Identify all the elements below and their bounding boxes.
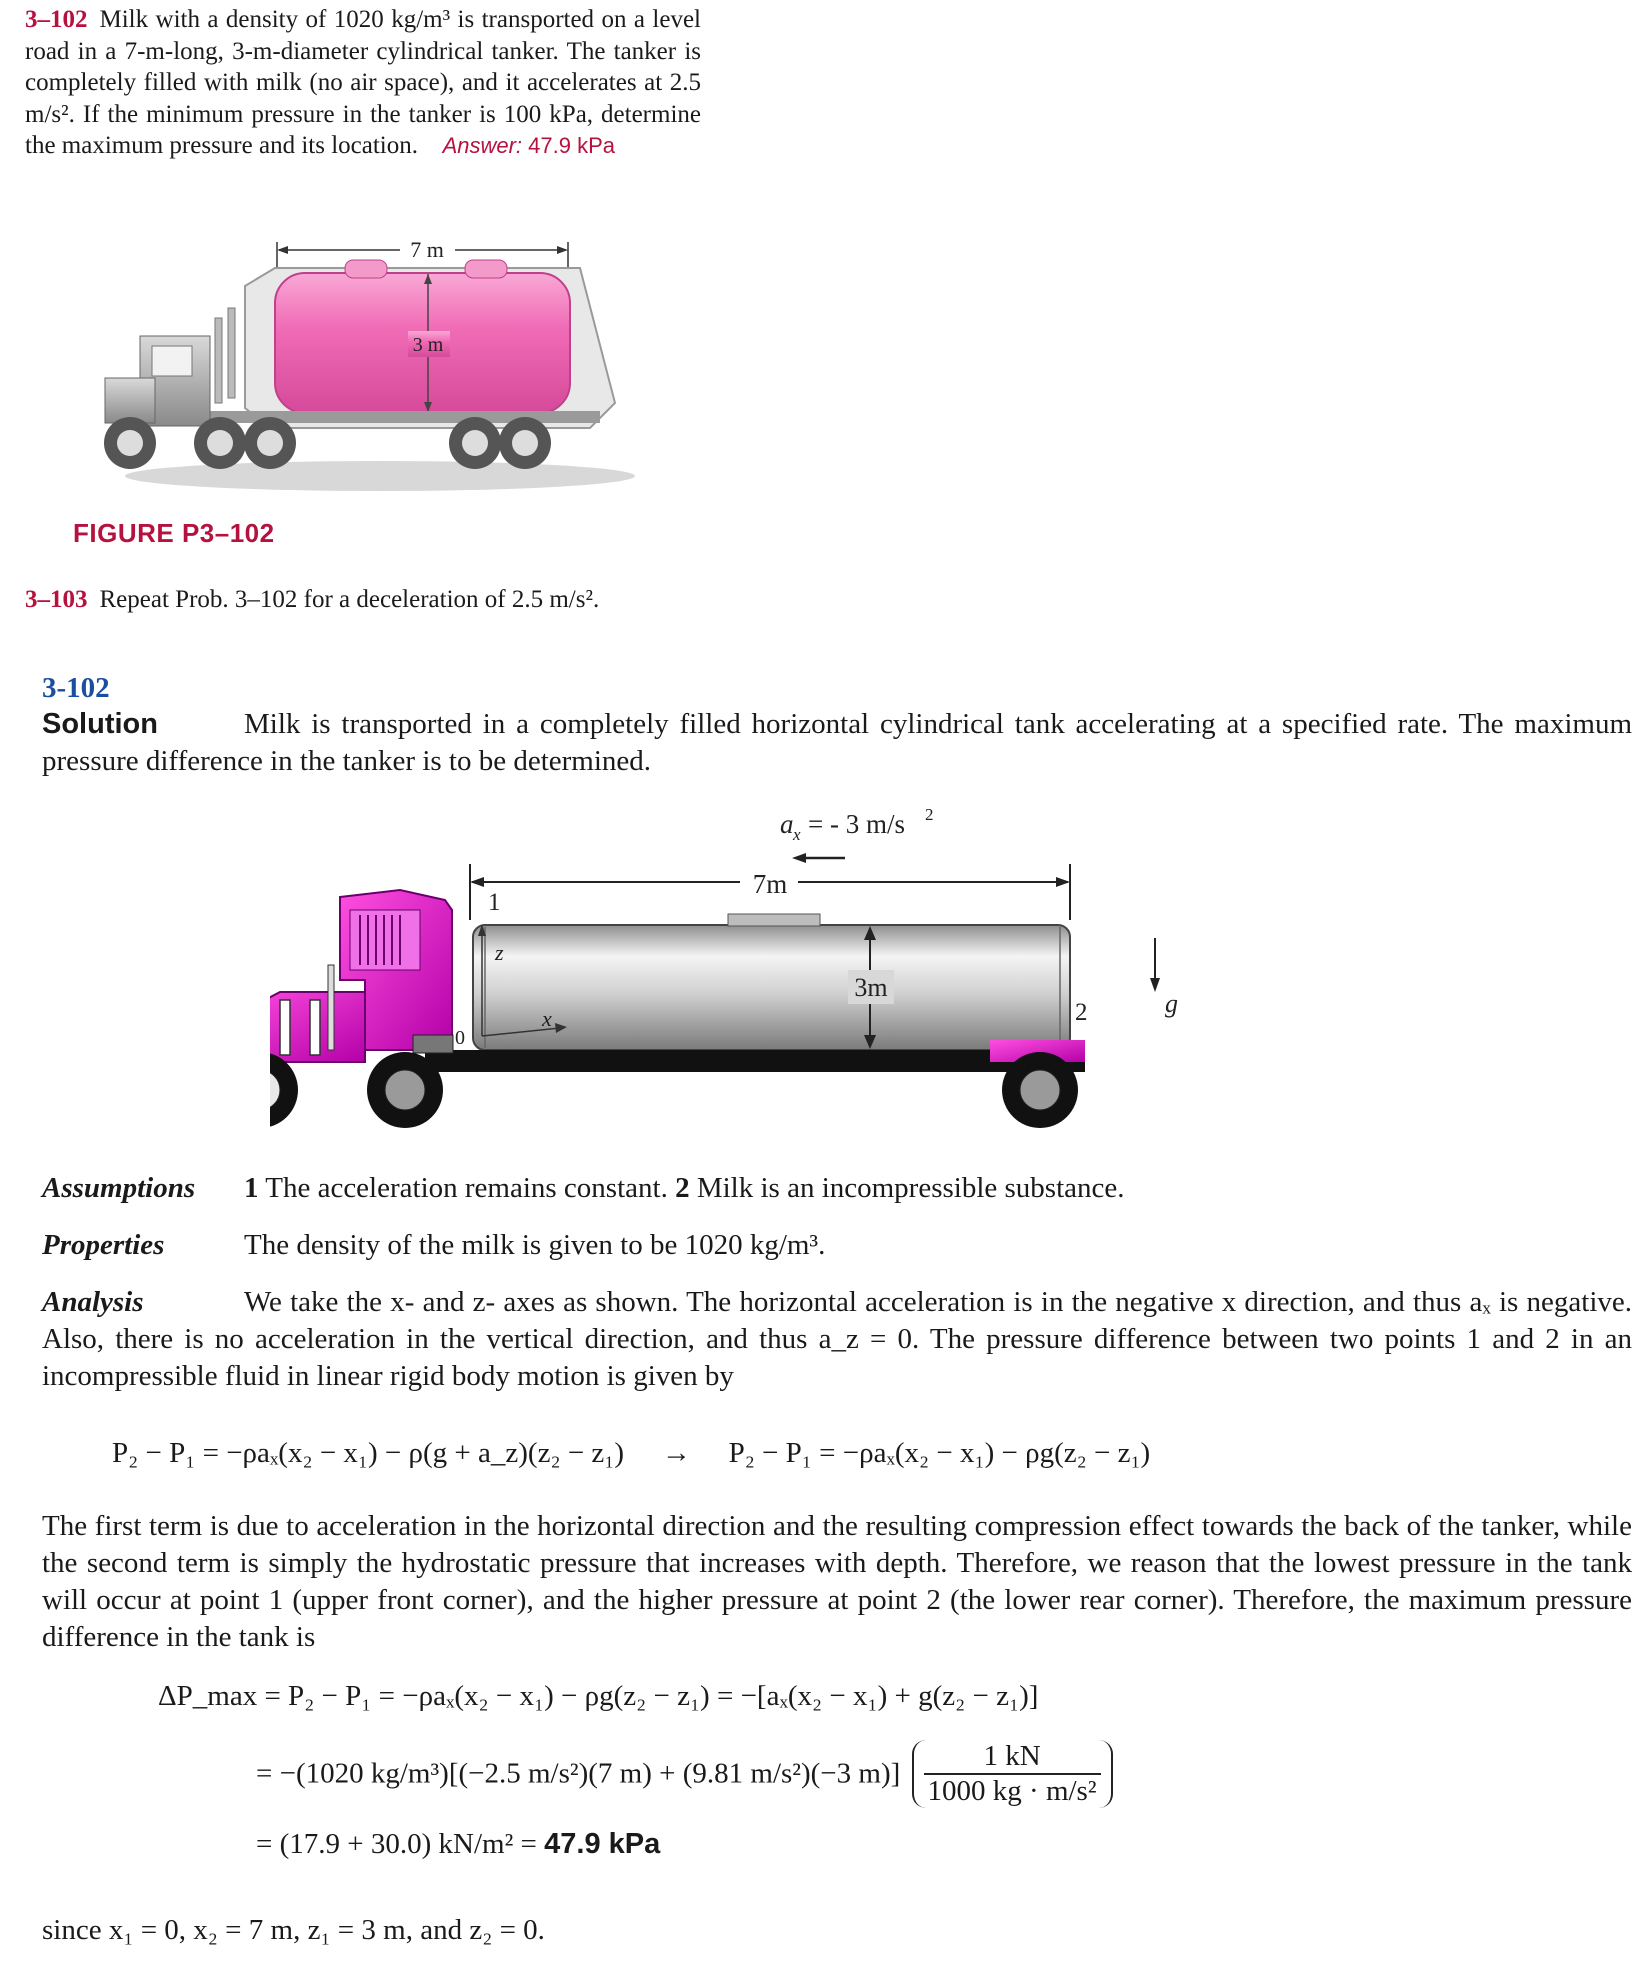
tank-hatch (728, 914, 820, 926)
problem-3-102 (25, 4, 701, 162)
analysis (42, 1284, 1632, 1395)
assumptions: Assumptions 1 The acceleration remains constant. 2 Milk is an incompressible substance. (42, 1170, 1632, 1207)
z-axis-label: z (495, 940, 504, 965)
problem-text: Milk with a density of 1020 kg/m³ is transported on a level road in a 7-m-long, 3-m-diameter cylindrical tanker. The tanker is completely filled with milk (no air space), and it accelerates at 2.5 m/s². If the minimum pressure in the tanker is 100 kPa, determine the maximum pressure and its location. (25, 6, 701, 159)
truck-cab (105, 308, 235, 426)
figure-caption: FIGURE P3–102 (73, 518, 275, 548)
length-label: 7m (752, 869, 788, 899)
tank-dome (465, 260, 507, 278)
equation-3: = −(1020 kg/m³)[(−2.5 m/s²)(7 m) + (9.81 m/s²)(−3 m)] $\frac{1 kN}{\text{1000 kg · m/s²}}$ (256, 1740, 1113, 1808)
chassis (425, 1050, 1085, 1072)
solution-heading: Solution (42, 708, 158, 740)
problem-3-103 (25, 584, 725, 616)
equation-1: P₂ − P₁ = −ρaₓ(x₂ − x₁) − ρ(g + a_z)(z₂ − z₁) → P₂ − P₁ = −ρaₓ(x₂ − x₁) − ρg(z₂ − z₁) (112, 1437, 1151, 1469)
diameter-label: 3 m (412, 334, 444, 356)
solution-ref: 3-102 (42, 672, 110, 704)
figure-tanker-solution (270, 800, 1210, 1140)
equation-4: = (17.9 + 30.0) kN/m² = 47.9 kPa (256, 1828, 661, 1860)
truck-cab (270, 890, 453, 1062)
figure-tanker-top (70, 228, 650, 498)
analysis-label: Analysis (42, 1286, 144, 1318)
problem-number: 3–103 (25, 586, 88, 613)
answer: Answer: 47.9 kPa (442, 133, 616, 158)
steel-tank (473, 925, 1070, 1050)
paragraph-2: The first term is due to acceleration in the horizontal direction and the resulting compression effect towards the back of the tanker, while the second term is simply the hydrostatic pressure that increases with depth. Therefore, we reason that the lowest pressure in the tank will occur at point 1 (upper front corner), and the higher pressure at point 2 (the lower rear corner). Therefore, the maximum pressure difference in the tank is (42, 1510, 1632, 1653)
problem-number: 3–102 (25, 6, 88, 33)
accel-var: a (780, 809, 794, 839)
accel-arrow (792, 853, 845, 863)
properties (42, 1227, 1632, 1264)
g-label: g (1165, 989, 1178, 1018)
accel-label: = - 3 m/s (808, 809, 905, 839)
point-1: 1 (488, 889, 501, 916)
since-note: since x₁ = 0, x₂ = 7 m, z₁ = 3 m, and z₂ = 0. (42, 1914, 545, 1946)
length-label: 7 m (410, 237, 444, 262)
diameter-label: 3m (854, 973, 888, 1002)
solution-text: Milk is transported in a completely filled horizontal cylindrical tank accelerating at a specified rate. The maximum pressure difference in the tanker is to be determined. (42, 708, 1632, 777)
origin-label: 0 (455, 1027, 465, 1049)
svg-text:x: x (793, 825, 801, 844)
problem-text: Repeat Prob. 3–102 for a deceleration of 2.5 m/s². (99, 586, 600, 613)
unit-conversion: $\frac{1 kN}{\text{1000 kg · m/s²}}$ (912, 1740, 1113, 1808)
properties-text: The density of the milk is given to be 1020 kg/m³. (244, 1229, 826, 1261)
x-axis-label: x (542, 1006, 552, 1031)
properties-label: Properties (42, 1229, 165, 1261)
point-2: 2 (1075, 999, 1088, 1026)
svg-text:2: 2 (925, 805, 934, 824)
gravity-arrow (1150, 938, 1160, 992)
equation-2: ΔP_max = P₂ − P₁ = −ρaₓ(x₂ − x₁) − ρg(z₂ − z₁) = −[aₓ(x₂ − x₁) + g(z₂ − z₁)] (158, 1680, 1039, 1712)
solution-intro (42, 706, 1632, 780)
tank-dome (345, 260, 387, 278)
assumptions-label: Assumptions (42, 1172, 196, 1204)
analysis-text: We take the x- and z- axes as shown. The horizontal acceleration is in the negative x direction, and thus aₓ is negative. Also, there is no acceleration in the vertical direction, and thus a_z = 0. The pressure difference between two points 1 and 2 in an incompressible fluid in linear rigid body motion is given by (42, 1286, 1632, 1392)
ground-shadow (125, 461, 635, 491)
final-result: 47.9 kPa (544, 1828, 661, 1860)
